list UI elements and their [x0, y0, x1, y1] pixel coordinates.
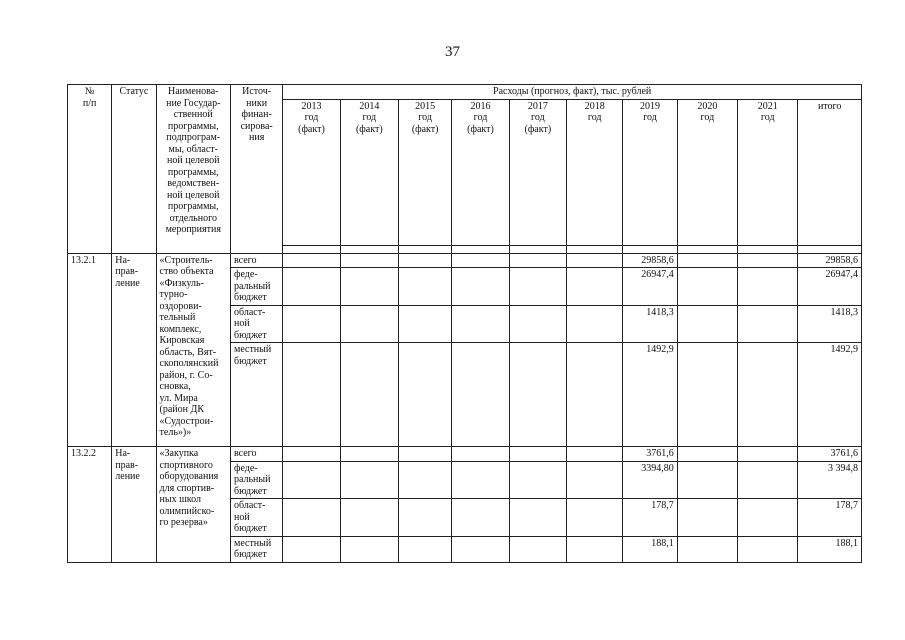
source-label: всего: [230, 447, 282, 462]
col-header-2015: 2015 год (факт): [399, 99, 452, 245]
source-label: местный бюджет: [230, 536, 282, 562]
source-label: местный бюджет: [230, 343, 282, 447]
value-2019: 26947,4: [623, 268, 677, 306]
row-number: 13.2.1: [68, 253, 112, 447]
value-total: 1418,3: [798, 305, 862, 343]
value-2019: 1418,3: [623, 305, 677, 343]
row-status: На- прав- ление: [112, 447, 156, 563]
value-total: 3 394,8: [798, 461, 862, 499]
row-status: На- прав- ление: [112, 253, 156, 447]
row-name: «Строитель- ство объекта «Физкуль- турно- оздорови- тельный комплекс, Кировская область, Вят- скополянский район, г. Со- сновка, ул. Мира (район ДК «Судострои- тель»)»: [156, 253, 230, 447]
value-2019: 178,7: [623, 499, 677, 537]
col-header-2016: 2016 год (факт): [452, 99, 509, 245]
col-header-2020: 2020 год: [677, 99, 737, 245]
col-header-2021: 2021 год: [738, 99, 798, 245]
source-label: област- ной бюджет: [230, 499, 282, 537]
header-row: [68, 85, 862, 100]
row-name: «Закупка спортивного оборудования для спортив- ных школ олимпийско- го резерва»: [156, 447, 230, 563]
value-2019: 3394,80: [623, 461, 677, 499]
table-row: [68, 447, 862, 462]
col-header-2014: 2014 год (факт): [340, 99, 398, 245]
value-total: 178,7: [798, 499, 862, 537]
budget-table: [67, 84, 862, 563]
source-label: феде- ральный бюджет: [230, 461, 282, 499]
col-header-2019: 2019 год: [623, 99, 677, 245]
col-header-2017: 2017 год (факт): [509, 99, 566, 245]
col-header-expenses: Расходы (прогноз, факт), тыс. рублей: [283, 85, 862, 100]
col-header-number: № п/п: [68, 85, 112, 254]
source-label: всего: [230, 253, 282, 268]
source-label: феде- ральный бюджет: [230, 268, 282, 306]
page-number: 37: [445, 44, 460, 60]
value-total: 3761,6: [798, 447, 862, 462]
row-number: 13.2.2: [68, 447, 112, 563]
value-total: 188,1: [798, 536, 862, 562]
value-total: 29858,6: [798, 253, 862, 268]
value-total: 26947,4: [798, 268, 862, 306]
col-header-total: итого: [798, 99, 862, 245]
value-2019: 3761,6: [623, 447, 677, 462]
value-2019: 188,1: [623, 536, 677, 562]
value-2019: 29858,6: [623, 253, 677, 268]
col-header-2018: 2018 год: [567, 99, 623, 245]
value-2019: 1492,9: [623, 343, 677, 447]
col-header-source: Источ- ники финан- сирова- ния: [230, 85, 282, 254]
source-label: област- ной бюджет: [230, 305, 282, 343]
value-total: 1492,9: [798, 343, 862, 447]
table-row: [68, 253, 862, 268]
col-header-2013: 2013 год (факт): [283, 99, 340, 245]
col-header-status: Статус: [112, 85, 156, 254]
col-header-name: Наименова- ние Государ- ственной программы, подпрограм- мы, област- ной целевой программы, ведомствен- ной целевой программы, отдельного мероприятия: [156, 85, 230, 254]
